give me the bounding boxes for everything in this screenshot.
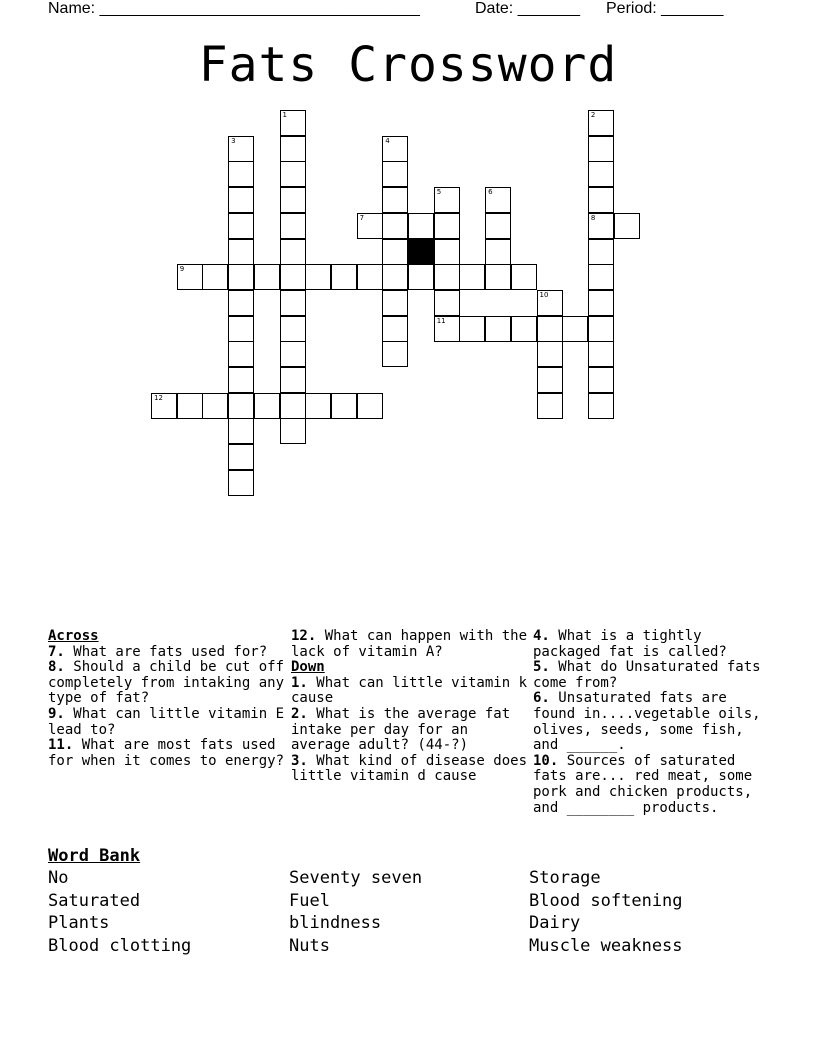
grid-cell[interactable] (357, 213, 383, 239)
grid-cell[interactable] (511, 316, 537, 342)
grid-cell[interactable] (357, 393, 383, 419)
word-bank-item: Plants (48, 913, 110, 934)
clue-item (48, 738, 284, 769)
clue-number-label: 10. (533, 752, 559, 769)
word-bank-item: Storage (529, 868, 601, 888)
clue-item (291, 676, 527, 707)
grid-cell[interactable] (588, 367, 614, 393)
grid-cell[interactable] (434, 239, 460, 265)
clue-number: 3 (231, 136, 236, 145)
grid-cell[interactable] (382, 187, 408, 213)
grid-cell[interactable] (408, 213, 434, 239)
clue-item (291, 754, 527, 785)
grid-cell[interactable] (485, 264, 511, 290)
clue-item (48, 707, 284, 738)
grid-cell[interactable] (305, 264, 331, 290)
grid-cell[interactable] (588, 393, 614, 419)
word-bank-item: Saturated (48, 890, 141, 911)
clue-text: What do Unsaturated fats come from? (533, 659, 761, 691)
word-bank-item: Blood clotting (48, 936, 192, 957)
grid-cell[interactable] (588, 187, 614, 213)
word-bank-item: Seventy seven (289, 868, 423, 888)
clue-number: 2 (590, 111, 596, 119)
grid-cell[interactable] (331, 393, 357, 419)
grid-cell[interactable] (511, 264, 537, 290)
clue-number: 1 (282, 111, 287, 119)
grid-cell[interactable] (228, 290, 254, 316)
grid-cell[interactable] (614, 213, 640, 239)
clues-column-1 (48, 629, 284, 769)
word-bank-item: Nuts (289, 936, 330, 957)
grid-cell[interactable] (588, 213, 614, 239)
clue-number-label: 5. (533, 659, 550, 676)
clue-text: Unsaturated fats are found in....vegetable oils, olives, seeds, some fish, and ______. (533, 690, 761, 754)
grid-cell[interactable] (382, 316, 408, 342)
word-bank-title: Word Bank (48, 846, 141, 866)
grid-cell[interactable] (331, 264, 357, 290)
grid-cell[interactable] (305, 393, 331, 419)
clue-text: Should a child be cut off completely from intaking any type of fat? (48, 659, 285, 707)
clue-number-label: 3. (291, 752, 308, 769)
word-bank-item: Dairy (529, 913, 581, 934)
clue-number: 6 (488, 188, 493, 197)
clue-item (533, 629, 769, 660)
grid-cell[interactable] (228, 444, 254, 470)
grid-cell[interactable] (537, 290, 563, 316)
clue-item (533, 691, 769, 753)
grid-cell[interactable] (280, 136, 306, 162)
clue-text: What can little vitamin k cause (291, 674, 528, 707)
word-bank-item: Fuel (289, 890, 330, 911)
clue-number-label: 2. (291, 705, 308, 722)
grid-cell[interactable] (588, 161, 614, 187)
clues-column-3 (533, 629, 769, 816)
grid-cell[interactable] (588, 341, 614, 367)
clue-number-label: 1. (291, 674, 308, 691)
grid-cell[interactable] (228, 239, 254, 265)
clue-number-label: 8. (48, 659, 65, 676)
crossword-grid (0, 0, 816, 520)
grid-cell[interactable] (537, 367, 563, 393)
grid-cell[interactable] (434, 316, 460, 342)
name-field-label[interactable]: Name: ____________________________________ (48, 0, 420, 17)
clue-text: What is the average fat intake per day for an average adult? (44-?) (291, 705, 511, 754)
grid-cell[interactable] (588, 316, 614, 342)
grid-cell[interactable] (228, 161, 254, 187)
grid-cell[interactable] (280, 161, 306, 187)
grid-cell[interactable] (562, 316, 588, 342)
grid-cell[interactable] (280, 239, 306, 265)
grid-cell[interactable] (202, 264, 228, 290)
word-bank-item: Blood softening (529, 890, 683, 911)
clue-number-label: 6. (533, 690, 550, 707)
grid-cell[interactable] (408, 264, 434, 290)
grid-cell[interactable] (228, 418, 254, 444)
clue-text: What are most fats used for when it comes to energy? (48, 737, 285, 769)
grid-cell[interactable] (280, 290, 306, 316)
grid-cell[interactable] (228, 341, 254, 367)
grid-cell[interactable] (228, 316, 254, 342)
clue-number: 7 (359, 213, 365, 222)
grid-cell[interactable] (537, 316, 563, 342)
grid-cell[interactable] (280, 187, 306, 213)
grid-cell[interactable] (280, 393, 306, 419)
clues-column-2 (291, 629, 527, 785)
grid-cell[interactable] (485, 213, 511, 239)
grid-cell[interactable] (382, 213, 408, 239)
clue-number: 12 (154, 393, 163, 402)
across-heading: Across (48, 628, 99, 644)
grid-cell[interactable] (357, 264, 383, 290)
grid-cell[interactable] (459, 316, 485, 342)
grid-cell[interactable] (280, 418, 306, 444)
grid-cell[interactable] (228, 367, 254, 393)
grid-cell[interactable] (228, 136, 254, 162)
grid-cell[interactable] (485, 316, 511, 342)
grid-cell[interactable] (382, 341, 408, 367)
grid-cell[interactable] (434, 213, 460, 239)
grid-cell[interactable] (254, 393, 280, 419)
grid-cell[interactable] (434, 187, 460, 213)
clue-item (48, 645, 284, 661)
grid-cell[interactable] (382, 161, 408, 187)
clue-text: What is a tightly packaged fat is called? (533, 628, 727, 660)
period-field-label[interactable]: Period: _______ (606, 0, 724, 17)
clue-text: What kind of disease does little vitamin d cause (291, 752, 528, 785)
clue-number-label: 4. (533, 628, 550, 644)
grid-cell[interactable] (537, 341, 563, 367)
grid-cell[interactable] (280, 316, 306, 342)
clue-number: 9 (179, 265, 185, 274)
clue-number: 4 (385, 136, 390, 145)
clue-item (291, 707, 527, 754)
grid-cell[interactable] (434, 264, 460, 290)
clue-number: 10 (539, 290, 549, 299)
grid-cell[interactable] (537, 393, 563, 419)
grid-cell[interactable] (177, 393, 203, 419)
grid-cell[interactable] (280, 110, 306, 136)
clue-item (48, 660, 284, 707)
grid-cell[interactable] (254, 264, 280, 290)
clue-item (533, 754, 769, 816)
grid-cell[interactable] (588, 110, 614, 136)
grid-cell[interactable] (588, 136, 614, 162)
clue-number-label: 11. (48, 737, 74, 754)
grid-cell[interactable] (459, 264, 485, 290)
clue-number: 8 (590, 213, 596, 222)
clue-number: 5 (436, 188, 442, 197)
grid-cell[interactable] (202, 393, 228, 419)
clue-text: What are fats used for? (64, 643, 268, 660)
clue-text: What can happen with the lack of vitamin A? (291, 628, 528, 660)
grid-cell[interactable] (228, 393, 254, 419)
grid-cell[interactable] (280, 213, 306, 239)
grid-cell[interactable] (434, 290, 460, 316)
clue-text: Sources of saturated fats are... red meat, some pork and chicken products, and ________ products. (533, 752, 753, 816)
grid-cell[interactable] (228, 187, 254, 213)
clue-number: 11 (436, 316, 446, 325)
word-bank-item: No (48, 868, 69, 888)
clue-number-label: 7. (48, 643, 65, 660)
word-bank-item: Muscle weakness (529, 936, 683, 957)
word-bank-item: blindness (289, 913, 382, 934)
date-field-label[interactable]: Date: _______ (475, 0, 580, 17)
grid-cell[interactable] (485, 239, 511, 265)
grid-cell[interactable] (588, 239, 614, 265)
clue-text: What can little vitamin E lead to? (48, 705, 285, 738)
grid-cell[interactable] (485, 187, 511, 213)
clue-number-label: 9. (48, 705, 65, 722)
grid-cell[interactable] (382, 239, 408, 265)
grid-cell[interactable] (588, 290, 614, 316)
down-heading: Down (291, 659, 325, 676)
clue-item (533, 660, 769, 691)
grid-cell[interactable] (588, 264, 614, 290)
grid-cell[interactable] (280, 341, 306, 367)
grid-cell[interactable] (228, 213, 254, 239)
clue-item (291, 629, 527, 660)
grid-cell[interactable] (228, 264, 254, 290)
clue-number-label: 12. (291, 628, 317, 644)
grid-cell[interactable] (228, 470, 254, 496)
grid-block (408, 239, 434, 265)
grid-cell[interactable] (151, 393, 177, 419)
grid-cell[interactable] (177, 264, 203, 290)
grid-cell[interactable] (280, 367, 306, 393)
grid-cell[interactable] (280, 264, 306, 290)
grid-cell[interactable] (382, 290, 408, 316)
grid-cell[interactable] (382, 136, 408, 162)
page-title: Fats Crossword (198, 37, 618, 93)
grid-cell[interactable] (382, 264, 408, 290)
